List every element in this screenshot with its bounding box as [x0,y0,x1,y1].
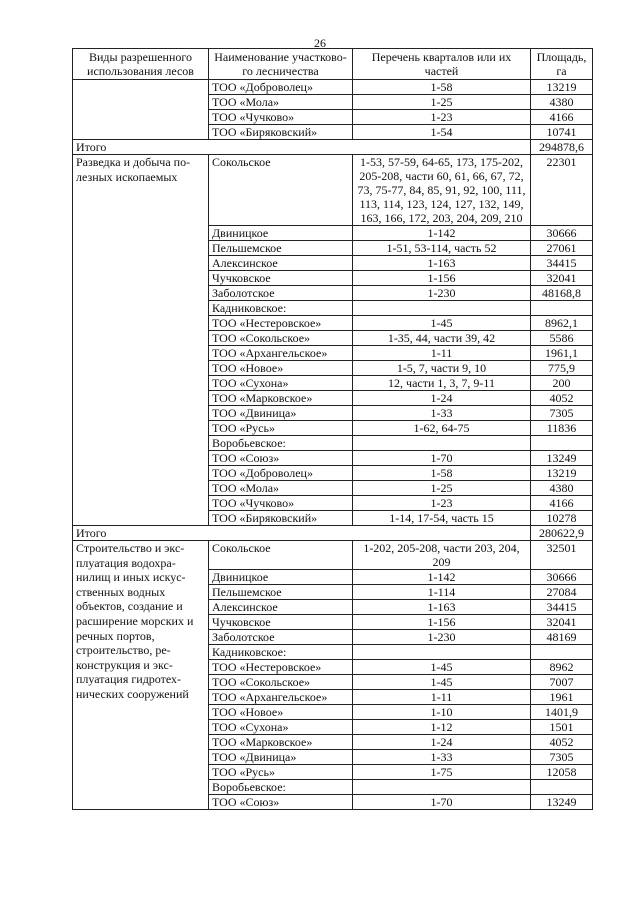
area-cell: 34415 [531,256,593,271]
table-row [73,541,593,570]
area-cell: 30666 [531,570,593,585]
total-area: 280622,9 [531,526,593,541]
use-type-cell: Разведка и добыча по-лезных ископаемых [73,155,209,526]
forestry-name-cell: ТОО «Мола» [209,481,353,496]
quarters-cell: 1-45 [353,675,531,690]
forestry-name-cell: ТОО «Двиница» [209,750,353,765]
area-cell: 5586 [531,331,593,346]
forestry-name-cell: ТОО «Архангельское» [209,690,353,705]
forestry-name-cell: Кадниковское: [209,301,353,316]
quarters-cell: 1-25 [353,481,531,496]
quarters-cell: 1-33 [353,750,531,765]
area-cell: 1961 [531,690,593,705]
area-cell: 4166 [531,496,593,511]
quarters-cell: 1-70 [353,795,531,810]
area-cell: 13249 [531,795,593,810]
quarters-cell [353,301,531,316]
quarters-cell: 1-54 [353,125,531,140]
header-forestry-name: Наименование участково-го лесничества [209,49,353,80]
forestry-name-cell: Воробьевское: [209,436,353,451]
quarters-cell: 1-45 [353,660,531,675]
area-cell: 30666 [531,226,593,241]
area-cell: 32041 [531,615,593,630]
forestry-name-cell: ТОО «Биряковский» [209,511,353,526]
header-area: Площадь, га [531,49,593,80]
forestry-name-cell: Воробьевское: [209,780,353,795]
forestry-name-cell: ТОО «Чучково» [209,110,353,125]
quarters-cell: 1-14, 17-54, часть 15 [353,511,531,526]
use-type-cell: Строительство и экс-плуатация водохра-нилищ и иных искус-ственных водных объектов, создание и расширение морских и речных портов, строительство, ре-конструкция и экс-плуатация гидротех-нических сооружений [73,541,209,810]
forestry-name-cell: ТОО «Биряковский» [209,125,353,140]
quarters-cell: 1-114 [353,585,531,600]
forestry-name-cell: Двиницкое [209,570,353,585]
quarters-cell: 1-58 [353,466,531,481]
area-cell: 34415 [531,600,593,615]
forestry-name-cell: ТОО «Новое» [209,361,353,376]
use-type-cell [73,80,209,140]
quarters-cell: 1-35, 44, части 39, 42 [353,331,531,346]
forestry-name-cell: Двиницкое [209,226,353,241]
area-cell: 11836 [531,421,593,436]
forestry-name-cell: ТОО «Архангельское» [209,346,353,361]
forestry-name-cell: Кадниковское: [209,645,353,660]
area-cell: 4166 [531,110,593,125]
area-cell: 32041 [531,271,593,286]
header-quarters: Перечень кварталов или их частей [353,49,531,80]
quarters-cell [353,436,531,451]
forestry-name-cell: Чучковское [209,615,353,630]
area-cell: 1501 [531,720,593,735]
quarters-cell: 1-163 [353,600,531,615]
header-use: Виды разрешенного использования лесов [73,49,209,80]
quarters-cell: 1-51, 53-114, часть 52 [353,241,531,256]
forestry-name-cell: Пельшемское [209,585,353,600]
quarters-cell: 1-202, 205-208, части 203, 204, 209 [353,541,531,570]
quarters-cell: 1-12 [353,720,531,735]
quarters-cell: 1-10 [353,705,531,720]
forestry-name-cell: ТОО «Сокольское» [209,331,353,346]
forestry-name-cell: ТОО «Сухона» [209,376,353,391]
area-cell: 13219 [531,80,593,95]
forestry-name-cell: ТОО «Русь» [209,765,353,780]
total-label: Итого [73,526,531,541]
quarters-cell: 1-5, 7, части 9, 10 [353,361,531,376]
quarters-cell: 1-24 [353,391,531,406]
forestry-name-cell: ТОО «Двиница» [209,406,353,421]
forestry-name-cell: ТОО «Союз» [209,451,353,466]
quarters-cell: 1-58 [353,80,531,95]
area-cell: 1401,9 [531,705,593,720]
total-row [73,526,593,541]
area-cell [531,436,593,451]
quarters-cell [353,780,531,795]
area-cell: 8962,1 [531,316,593,331]
area-cell: 4052 [531,735,593,750]
area-cell: 48168,8 [531,286,593,301]
area-cell: 12058 [531,765,593,780]
area-cell: 7007 [531,675,593,690]
forestry-name-cell: Алексинское [209,256,353,271]
page-number: 26 [314,36,326,50]
table-body [73,80,593,810]
quarters-cell: 1-11 [353,690,531,705]
forestry-name-cell: ТОО «Нестеровское» [209,316,353,331]
forestry-name-cell: ТОО «Нестеровское» [209,660,353,675]
area-cell: 4380 [531,95,593,110]
forestry-name-cell: ТОО «Марковское» [209,735,353,750]
area-cell [531,301,593,316]
quarters-cell: 12, части 1, 3, 7, 9-11 [353,376,531,391]
total-label: Итого [73,140,531,155]
quarters-cell: 1-156 [353,615,531,630]
area-cell: 4052 [531,391,593,406]
quarters-cell: 1-230 [353,630,531,645]
area-cell: 4380 [531,481,593,496]
quarters-cell: 1-142 [353,226,531,241]
forestry-name-cell: ТОО «Союз» [209,795,353,810]
forestry-name-cell: ТОО «Мола» [209,95,353,110]
forestry-name-cell: ТОО «Сокольское» [209,675,353,690]
quarters-cell: 1-11 [353,346,531,361]
area-cell: 10278 [531,511,593,526]
area-cell: 32501 [531,541,593,570]
forestry-name-cell: Заболотское [209,630,353,645]
area-cell: 8962 [531,660,593,675]
quarters-cell: 1-62, 64-75 [353,421,531,436]
quarters-cell: 1-53, 57-59, 64-65, 173, 175-202, 205-208, части 60, 61, 66, 67, 72, 73, 75-77, 84, 85, 91, 92, 100, 111, 113, 114, 123, 124, 127, 132, 149, 163, 166, 172, 203, 204, 209, 210 [353,155,531,226]
quarters-cell: 1-70 [353,451,531,466]
area-cell [531,780,593,795]
forestry-name-cell: Алексинское [209,600,353,615]
area-cell: 7305 [531,750,593,765]
total-row [73,140,593,155]
area-cell: 48169 [531,630,593,645]
area-cell: 200 [531,376,593,391]
quarters-cell: 1-25 [353,95,531,110]
forestry-name-cell: Сокольское [209,541,353,570]
quarters-cell: 1-45 [353,316,531,331]
area-cell: 27061 [531,241,593,256]
forestry-name-cell: ТОО «Доброволец» [209,466,353,481]
area-cell: 13249 [531,451,593,466]
forestry-name-cell: ТОО «Сухона» [209,720,353,735]
quarters-cell: 1-33 [353,406,531,421]
quarters-cell: 1-23 [353,110,531,125]
quarters-cell: 1-24 [353,735,531,750]
quarters-cell: 1-156 [353,271,531,286]
forestry-name-cell: Заболотское [209,286,353,301]
total-area: 294878,6 [531,140,593,155]
forestry-name-cell: ТОО «Русь» [209,421,353,436]
area-cell: 1961,1 [531,346,593,361]
header-row [73,49,593,80]
forestry-name-cell: Сокольское [209,155,353,226]
area-cell: 13219 [531,466,593,481]
forestry-name-cell: ТОО «Чучково» [209,496,353,511]
table-row [73,155,593,226]
quarters-cell: 1-142 [353,570,531,585]
area-cell: 27084 [531,585,593,600]
area-cell: 7305 [531,406,593,421]
quarters-cell: 1-230 [353,286,531,301]
quarters-cell: 1-75 [353,765,531,780]
area-cell [531,645,593,660]
area-cell: 775,9 [531,361,593,376]
area-cell: 22301 [531,155,593,226]
quarters-cell [353,645,531,660]
forestry-name-cell: ТОО «Новое» [209,705,353,720]
forestry-name-cell: ТОО «Доброволец» [209,80,353,95]
forestry-name-cell: Пельшемское [209,241,353,256]
quarters-cell: 1-23 [353,496,531,511]
quarters-cell: 1-163 [353,256,531,271]
forestry-name-cell: Чучковское [209,271,353,286]
forest-use-table [72,48,593,810]
forestry-name-cell: ТОО «Марковское» [209,391,353,406]
area-cell: 10741 [531,125,593,140]
table-row [73,80,593,95]
